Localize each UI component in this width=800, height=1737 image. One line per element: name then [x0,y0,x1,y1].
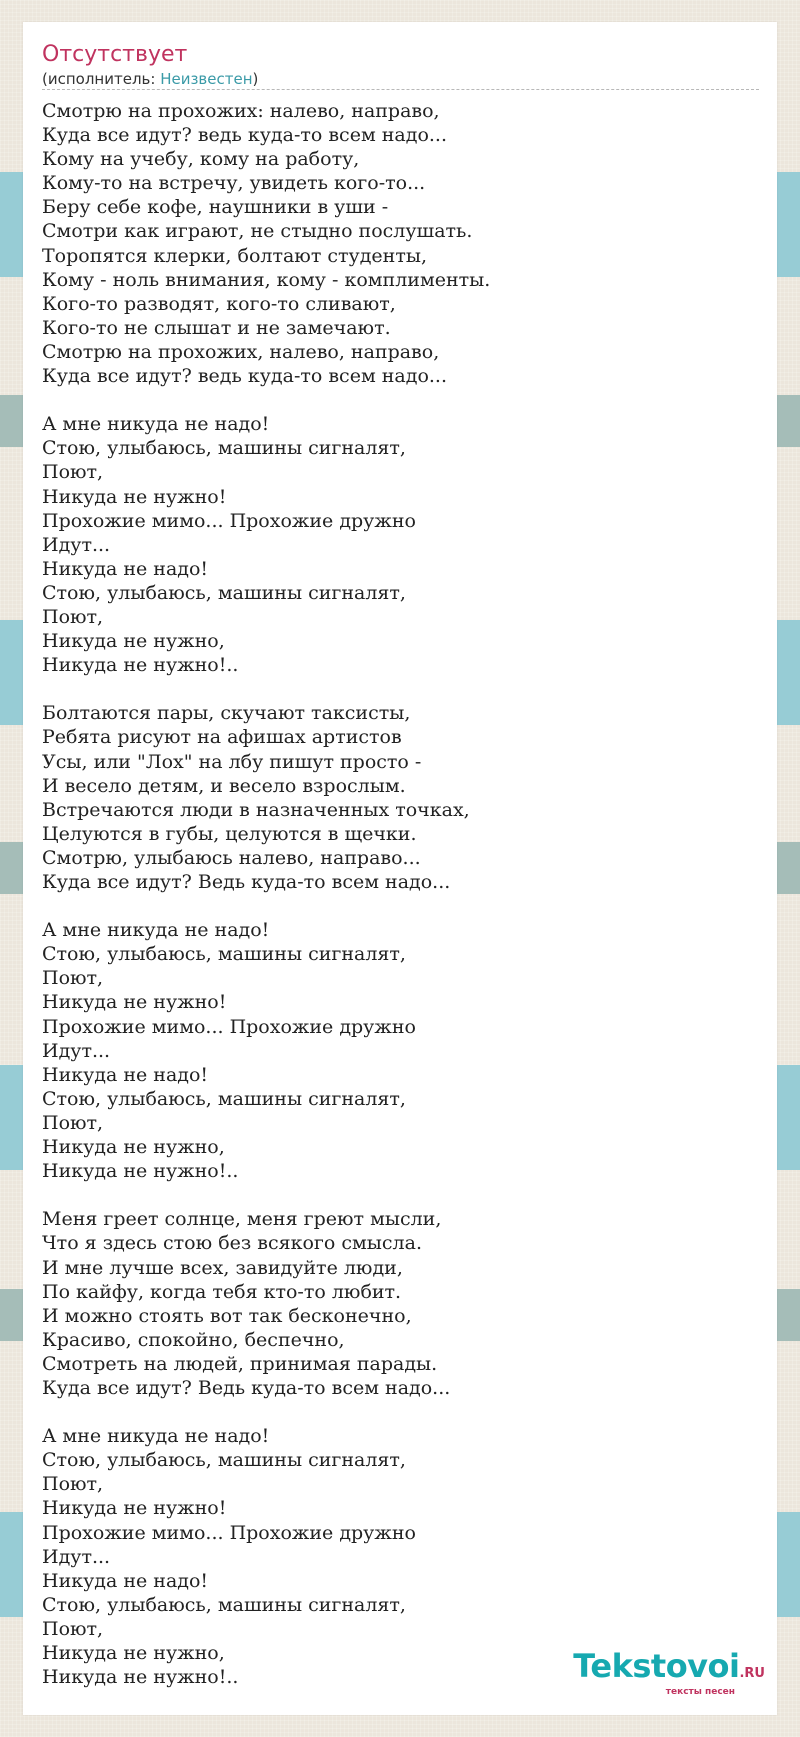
lyric-line: Прохожие мимо... Прохожие дружно [42,1521,416,1544]
lyric-line: И можно стоять вот так бесконечно, [42,1304,412,1327]
artist-link[interactable]: Неизвестен [160,70,253,88]
lyric-line [42,388,759,412]
logo-wordmark [573,1649,765,1691]
lyric-line: Ребята рисуют на афишах артистов [42,726,402,749]
lyric-line: А мне никуда не надо! [42,413,270,436]
lyric-line: Прохожие мимо... Прохожие дружно [42,509,416,532]
lyric-line: Кого-то разводят, кого-то сливают, [42,292,396,315]
lyric-line: Никуда не нужно!.. [42,1666,239,1689]
lyric-line: Поют, [42,1617,104,1640]
logo-tld: .RU [739,1666,765,1681]
lyric-line: Смотрю, улыбаюсь налево, направо... [42,846,421,869]
lyric-line: Идут... [42,1039,111,1062]
logo-tagline: тексты песен [665,1687,735,1697]
lyric-line: Куда все идут? Ведь куда-то всем надо... [42,871,451,893]
song-header [42,40,759,90]
lyric-line: Кому на учебу, кому на работу, [42,148,360,171]
lyric-line: Смотри как играют, не стыдно послушать. [42,220,473,243]
byline-suffix: ) [252,70,259,88]
lyric-line: Стою, улыбаюсь, машины сигналят, [42,581,406,604]
lyric-line: Меня греет солнце, меня греют мысли, [42,1208,442,1231]
lyric-line: Идут... [42,1545,111,1568]
lyric-line: Беру себе кофе, наушники в уши - [42,196,389,219]
lyric-line: Никуда не нужно, [42,1136,225,1159]
lyric-line: Никуда не нужно! [42,1497,227,1520]
lyric-line: Никуда не нужно, [42,630,225,653]
lyric-line: Встречаются люди в назначенных точках, [42,798,470,821]
lyric-line: Поют, [42,967,104,990]
lyric-line: Поют, [42,1473,104,1496]
lyric-line: Куда все идут? Ведь куда-то всем надо... [42,1376,451,1399]
lyric-line: Никуда не нужно!.. [42,1160,239,1183]
logo-name: Tekstovoi [573,1647,740,1685]
lyric-line: Кому-то на встречу, увидеть кого-то... [42,172,426,195]
lyric-line: Целуются в губы, целуются в щечки. [42,822,417,845]
lyric-line: Болтаются пары, скучают таксисты, [42,702,411,725]
artist-byline [42,70,759,88]
lyric-line: А мне никуда не надо! [42,1425,270,1448]
lyric-line: Стою, улыбаюсь, машины сигналят, [42,1449,406,1472]
lyric-line: Куда все идут? ведь куда-то всем надо... [42,365,448,388]
lyric-line: Смотреть на людей, принимая парады. [42,1352,438,1375]
lyrics-text [42,99,759,1689]
byline-prefix: (исполнитель: [42,70,161,88]
lyric-line: Никуда не нужно!.. [42,654,239,677]
lyrics-card [23,22,777,1715]
lyric-line: Никуда не надо! [42,1063,209,1086]
lyric-line: Кому - ноль внимания, кому - комплименты. [42,268,491,291]
lyric-line [42,1183,759,1207]
lyric-line: Никуда не надо! [42,1569,209,1592]
lyric-line: А мне никуда не надо! [42,919,270,942]
lyric-line: Никуда не нужно, [42,1642,225,1664]
song-title: Отсутствует [42,42,188,67]
lyric-line: Красиво, спокойно, беспечно, [42,1328,345,1351]
lyric-line [42,1400,759,1424]
lyric-line: Усы, или "Лох" на лбу пишут просто - [42,750,422,773]
lyric-line: Поют, [42,605,104,628]
lyric-line: Стою, улыбаюсь, машины сигналят, [42,1087,406,1110]
lyric-line: Поют, [42,1111,104,1134]
site-logo[interactable] [573,1649,765,1697]
lyric-line: Куда все идут? ведь куда-то всем надо... [42,124,448,147]
lyric-line [42,894,759,918]
lyric-line: И мне лучше всех, завидуйте люди, [42,1256,403,1279]
lyric-line: Смотрю на прохожих, налево, направо, [42,340,440,363]
lyric-line: Стою, улыбаюсь, машины сигналят, [42,1593,406,1616]
lyric-line: Никуда не нужно! [42,991,227,1014]
lyric-line: Стою, улыбаюсь, машины сигналят, [42,437,406,460]
lyric-line: Прохожие мимо... Прохожие дружно [42,1015,416,1038]
lyric-line: Никуда не нужно! [42,485,227,508]
lyric-line: Поют, [42,461,104,484]
lyric-line [42,677,759,701]
lyric-line: Торопятся клерки, болтают студенты, [42,244,428,267]
lyric-line: Смотрю на прохожих: налево, направо, [42,100,440,122]
lyric-line: Идут... [42,533,111,556]
lyric-line: Кого-то не слышат и не замечают. [42,316,391,339]
lyric-line: И весело детям, и весело взрослым. [42,774,406,797]
lyric-line: Что я здесь стою без всякого смысла. [42,1232,422,1255]
lyric-line: Стою, улыбаюсь, машины сигналят, [42,943,406,966]
lyric-line: Никуда не надо! [42,557,209,580]
lyric-line: По кайфу, когда тебя кто-то любит. [42,1280,402,1303]
